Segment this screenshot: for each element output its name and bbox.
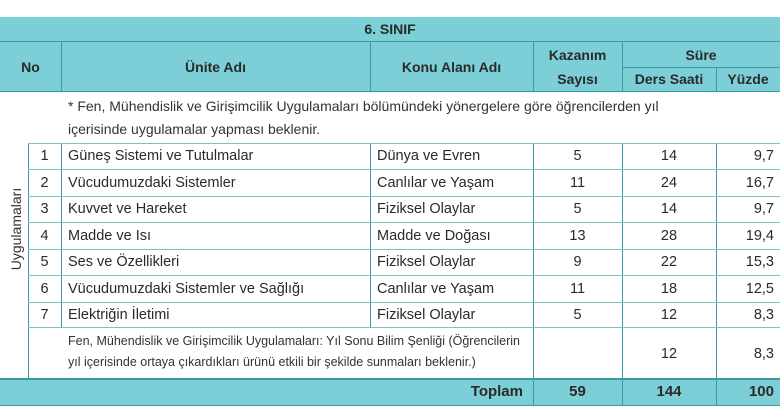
- row-no: 7: [40, 307, 49, 323]
- row-hours: 14: [660, 148, 678, 164]
- row-percent: 15,3: [745, 254, 774, 270]
- row-hours: 22: [660, 254, 678, 270]
- header-no: No: [21, 59, 40, 75]
- row-area: Fiziksel Olaylar: [377, 307, 476, 323]
- row-percent: 16,7: [745, 175, 774, 191]
- row-area: Fiziksel Olaylar: [377, 201, 476, 217]
- row-no: 1: [40, 148, 49, 164]
- row-hours: 14: [660, 201, 678, 217]
- row-gains: 11: [569, 281, 586, 297]
- header-gain-count-line1: Kazanım: [548, 47, 607, 63]
- row-gains: 5: [573, 307, 582, 323]
- row-unit: Kuvvet ve Hareket: [68, 201, 187, 217]
- row-no: 3: [40, 201, 49, 217]
- side-label: Uygulamaları: [8, 187, 24, 271]
- fmgu-hours: 12: [660, 346, 678, 362]
- row-area: Fiziksel Olaylar: [377, 254, 476, 270]
- row-unit: Güneş Sistemi ve Tutulmalar: [68, 148, 254, 164]
- total-label: Toplam: [470, 383, 523, 400]
- fmgu-line-1: Fen, Mühendislik ve Girişimcilik Uygulamaları: Yıl Sonu Bilim Şenliği (Öğrencilerin: [68, 334, 521, 348]
- row-unit: Ses ve Özellikleri: [68, 254, 180, 270]
- row-percent: 8,3: [753, 307, 774, 323]
- header-duration: Süre: [685, 47, 717, 63]
- row-gains: 5: [573, 148, 582, 164]
- row-unit: Madde ve Isı: [68, 228, 152, 244]
- row-percent: 19,4: [745, 228, 774, 244]
- header-gain-count-line2: Sayısı: [557, 71, 598, 87]
- row-hours: 12: [660, 307, 678, 323]
- row-no: 4: [40, 228, 49, 244]
- header-percent: Yüzde: [727, 71, 769, 87]
- grade-title: 6. SINIF: [364, 21, 416, 37]
- row-unit: Elektriğin İletimi: [68, 307, 170, 323]
- row-percent: 9,7: [753, 148, 774, 164]
- header-topic-area: Konu Alanı Adı: [401, 59, 502, 75]
- row-hours: 24: [660, 175, 678, 191]
- row-no: 5: [40, 254, 49, 270]
- total-gains: 59: [569, 383, 586, 400]
- row-unit: Vücudumuzdaki Sistemler: [68, 175, 236, 191]
- note-line-2: içerisinde uygulamalar yapması beklenir.: [68, 121, 321, 137]
- row-hours: 18: [660, 281, 678, 297]
- row-no: 2: [40, 175, 49, 191]
- row-percent: 12,5: [745, 281, 774, 297]
- fmgu-line-2: yıl içerisinde ortaya çıkardıkları ürünü etkili bir şekilde sunmaları beklenir.): [68, 355, 476, 369]
- note-line-1: * Fen, Mühendislik ve Girişimcilik Uygulamaları bölümündeki yönergelere göre öğrencilerden yıl: [68, 98, 659, 114]
- row-gains: 13: [569, 228, 586, 244]
- row-percent: 9,7: [753, 201, 774, 217]
- header-lesson-hours: Ders Saati: [634, 71, 704, 87]
- row-area: Dünya ve Evren: [377, 148, 481, 164]
- row-unit: Vücudumuzdaki Sistemler ve Sağlığı: [68, 281, 305, 297]
- row-area: Canlılar ve Yaşam: [377, 281, 495, 297]
- fmgu-percent: 8,3: [753, 346, 774, 362]
- row-gains: 11: [569, 175, 586, 191]
- total-hours: 144: [656, 383, 682, 400]
- row-hours: 28: [660, 228, 678, 244]
- row-no: 6: [40, 281, 49, 297]
- row-area: Canlılar ve Yaşam: [377, 175, 495, 191]
- total-percent: 100: [748, 383, 774, 400]
- row-area: Madde ve Doğası: [377, 228, 491, 244]
- row-gains: 9: [573, 254, 582, 270]
- header-unit-name: Ünite Adı: [185, 59, 246, 75]
- row-gains: 5: [573, 201, 582, 217]
